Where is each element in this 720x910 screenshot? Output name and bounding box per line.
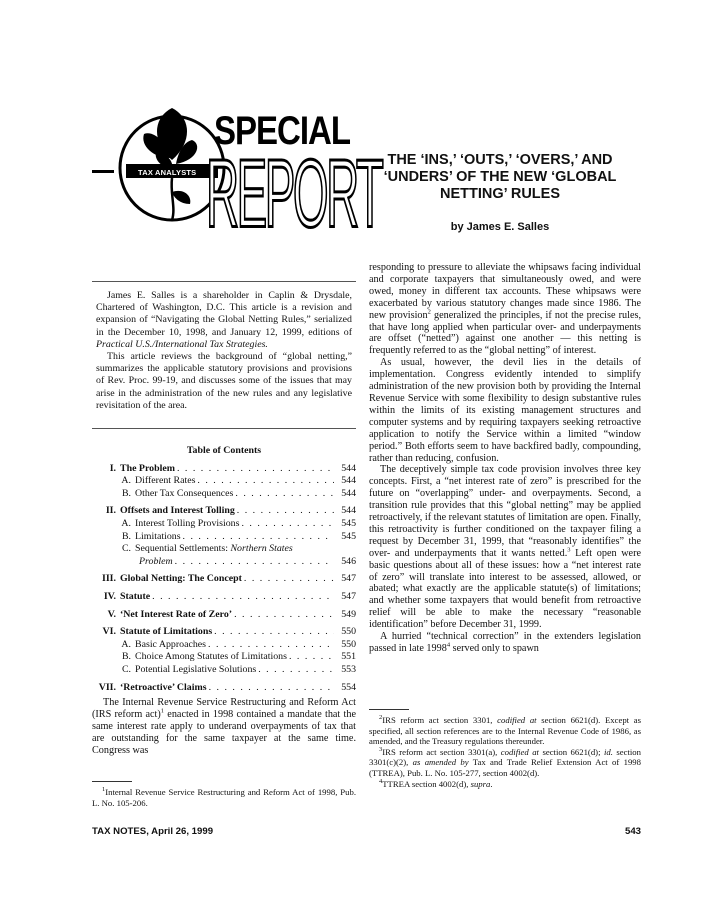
logo-special-text: SPECIAL [214,108,351,153]
toc-entry-number: IV. [103,590,116,602]
toc-entry-italic: Problem [139,555,173,567]
body-text: enacted in 1998 contained a mandate that the same interest rate apply to underand overpayments of tax that are outstanding for the same taxpayer at the same time. Congress was [92,708,356,756]
toc-entry-number: A. [121,517,131,529]
toc-entry-number: B. [121,651,131,663]
footnote-divider [92,781,132,782]
toc-entry-number: C. [121,543,131,555]
toc-entry[interactable] [92,463,356,476]
toc-leader-dots [235,488,334,501]
toc-entry-label-text: Statute [120,590,151,602]
footnote-ref[interactable]: 3 [567,546,571,554]
toc-leader-dots [209,682,334,695]
toc-entry[interactable] [92,626,356,639]
footnote-italic: supra [470,778,491,789]
body-text: A hurried “technical correction” in the extenders legislation passed in late 1998 [369,631,641,654]
toc-entry-label [120,591,150,604]
footnote-divider [369,709,409,710]
toc-entry-label-text: ‘Retroactive’ Claims [120,681,207,693]
footnote-ref[interactable]: 1 [160,707,165,715]
footnote-italic: codified at [500,746,539,757]
toc-entry-label-text: Sequential Settlements: [135,543,228,555]
toc-entry[interactable] [92,682,356,695]
toc-entry-page: 544 [341,487,356,499]
footnote-text: section 3301(c)(2), [369,746,641,768]
toc-list [92,463,356,695]
toc-entry-page: 544 [341,462,356,474]
author-note-p2: This article reviews the background of “global netting,” summarizes the applicable statutory provisions and provisions of Rev. Proc. 99-19, and discusses some of the issues that may arise in the administration of the new rules and any legislative revisitation of the area. [96,351,352,411]
toc-subentry[interactable] [92,639,356,652]
body-text: The deceptively simple tax code provision involves three key concepts. First, a “net interest rate of zero” is prescribed for the future on “overlapping” under- and overpayments. Second, a transition rule provides that this “global netting” may be applied retroactively, if the relevant statutes of limitation are open. Finally, this retroactivity is further conditioned on the taxpayer filing a request by December 31, 1999, that “reasonably identifies” the over- and underpayments that it wants netted. [369,464,641,559]
title-line-2: ‘UNDERS’ OF THE NEW ‘GLOBAL [383,169,617,185]
toc-section [92,591,356,604]
toc-entry-number: III. [102,573,116,585]
toc-entry-label [135,664,256,677]
toc-section [92,505,356,568]
toc-entry-label [135,639,206,652]
footnote-3 [369,747,641,779]
toc-entry-number: B. [121,530,131,542]
body-paragraph: As usual, however, the devil lies in the details of implementation. Congress evidently intended to simplify administration of the new provision both by providing the Internal Revenue Service with some flexibility to design substantive rules within the limits of its existing management structures and computer systems and by requiring taxpayers seeking retroactive application to notify the Service within a limited “window period.” Both efforts seem to have backfired badly, compounding, rather than reducing, confusion. [369,357,641,464]
toc-entry-page: 550 [341,626,356,638]
footnote-4 [369,779,641,790]
author-note-p1 [92,290,356,351]
toc-entry-number: A. [121,475,131,487]
toc-entry-page: 544 [341,475,356,487]
toc-entry-label-text: Choice Among Statutes of Limitations [135,651,287,663]
author-note-text: James E. Salles is a shareholder in Caplin & Drysdale, Chartered of Washington, D.C. This article is a revision and expansion of “Navigating the Global Netting Rules,” serialized in the December 10, 1998, and January 12, 1999, editions of [96,290,352,338]
footnote-italic: id. [603,746,613,757]
page-number: 543 [624,826,641,837]
toc-leader-dots [289,651,334,664]
right-column-body [369,262,641,655]
toc-entry-number: A. [121,638,131,650]
body-paragraph [369,464,641,631]
toc-leader-dots [197,475,334,488]
toc-subentry[interactable] [92,475,356,488]
footnote-number: 2 [379,714,383,722]
toc-section [92,626,356,676]
table-of-contents [92,445,356,699]
footnote-text: Tax and Trade Relief Extension Act of 1998 (TTREA), Pub. L. No. 105-277, section 4002(d). [369,757,641,778]
toc-entry-number: B. [121,487,131,499]
footnote-italic: as amended by [412,757,469,768]
toc-entry-label [120,463,175,476]
left-column-body [92,697,356,757]
toc-subentry[interactable] [92,488,356,501]
body-text: served only to spawn [450,643,539,654]
toc-subentry[interactable] [92,518,356,531]
toc-entry-page: 546 [341,555,356,567]
footer-publication: TAX NOTES, April 26, 1999 [92,826,214,837]
toc-entry-page: 547 [341,590,356,602]
right-footnotes [369,715,641,789]
toc-leader-dots [183,531,334,544]
byline: by James E. Salles [450,221,550,233]
toc-entry-page: 545 [341,517,356,529]
toc-entry-page: 549 [341,608,356,620]
toc-entry-label-text: ‘Net Interest Rate of Zero’ [120,608,233,620]
toc-entry-label-text: Interest Tolling Provisions [135,517,240,529]
toc-entry-label [120,626,212,639]
toc-entry-label-text: Limitations [135,530,181,542]
toc-subentry[interactable] [92,664,356,677]
toc-entry[interactable] [92,573,356,586]
toc-entry-number: VII. [98,681,116,693]
footnote-italic: codified at [497,715,537,725]
toc-leader-dots [241,518,334,531]
body-text: Left open were basic questions about all of these issues: how a “net interest rate of zero” will translate into interest to be assessed, allowed, or abated; what exactly are the applicable statute(s) of limitations; and whether some taxpayers that would benefit from retroactive relief will be able to make the necessary “reasonable identification” before December 31, 1999. [369,547,641,631]
logo-publisher: TAX ANALYSTS [138,168,197,177]
footnote-2 [369,715,641,747]
toc-entry-label [135,488,233,501]
footnote-text: IRS reform act section 3301, [382,715,498,725]
author-note-publication: Practical U.S./International Tax Strategies. [96,338,268,350]
toc-section [92,682,356,695]
toc-entry-label [135,543,293,556]
toc-entry[interactable] [92,505,356,518]
toc-entry-page: 544 [341,505,356,517]
toc-entry-label-text: Different Rates [135,475,196,487]
footnote-ref[interactable]: 4 [446,641,451,649]
toc-title: Table of Contents [186,445,262,456]
toc-entry-page: 551 [341,651,356,663]
toc-entry-number: I. [109,462,116,474]
footnote-text: section 6621(d). Except as specified, all section references are to the Internal Revenue Code of 1986, as amended, and the Treasury regulations thereunder. [369,715,642,747]
toc-subentry[interactable] [92,651,356,664]
toc-entry-label-text: The Problem [120,462,175,474]
toc-entry-label-text: Offsets and Interest Tolling [120,505,235,517]
toc-entry-label [135,531,181,544]
logo-report-text: REPORT [206,139,382,248]
toc-leader-dots [237,505,334,518]
toc-section [92,609,356,622]
toc-leader-dots [152,591,334,604]
toc-entry-label-text: Statute of Limitations [120,626,213,638]
body-text: generalized the principles, if not the precise rules, that have long applied when particular over- and underpayments are offset (“netted”) against one another — this netting is frequently referred to as the “global netting” of interest. [369,309,641,357]
toc-leader-dots [244,573,334,586]
footnote-1 [92,787,356,808]
special-report-logo [92,88,382,260]
toc-subentry[interactable] [92,531,356,544]
footnote-text: Internal Revenue Service Restructuring and Reform Act of 1998, Pub. L. No. 105-206. [92,787,356,808]
title-line-1: THE ‘INS,’ ‘OUTS,’ ‘OVERS,’ AND [387,152,613,168]
title-line-3: NETTING’ RULES [439,186,561,202]
footnote-text: TTREA section 4002(d), [382,778,471,789]
body-paragraph [369,262,641,357]
toc-leader-dots [177,463,334,476]
toc-subentry-continued[interactable] [92,556,356,569]
toc-entry-label [135,475,195,488]
toc-leader-dots [258,664,334,677]
toc-entry-label-text: Global Netting: The Concept [120,573,242,585]
footnote-ref[interactable]: 2 [427,308,431,316]
toc-entry-label [120,573,242,586]
toc-entry-label [135,651,287,664]
toc-entry-label [120,682,207,695]
toc-leader-dots [234,609,334,622]
toc-entry-number: C. [121,663,131,675]
toc-entry-page: 545 [341,530,356,542]
toc-leader-dots [214,626,334,639]
toc-entry[interactable] [92,609,356,622]
toc-entry-page: 554 [341,681,356,693]
footnote-number: 4 [379,777,383,785]
article-title [360,152,640,203]
toc-entry-page: 547 [341,573,356,585]
toc-section [92,573,356,586]
toc-entry-number: II. [105,505,116,517]
body-text: The Internal Revenue Service Restructuring and Reform Act (IRS reform act) [92,697,356,720]
footnote-text: . [490,778,493,789]
toc-leader-dots [208,639,334,652]
body-text: responding to pressure to alleviate the whipsaws facing individual and corporate taxpayers that simultaneously owed, and were owed, money in different tax accounts. These whipsaws were exacerbated by various statutory changes made since 1986. The new provision [369,262,641,321]
toc-entry-label-text: Potential Legislative Solutions [135,663,257,675]
toc-entry-page: 553 [341,663,356,675]
toc-entry-page: 550 [341,638,356,650]
body-paragraph [92,697,356,757]
toc-subentry[interactable] [92,543,356,556]
toc-entry-number: VI. [102,626,116,638]
toc-entry-label [135,518,239,531]
footnote-text: section 6621(d); [538,746,604,757]
toc-entry[interactable] [92,591,356,604]
toc-entry-label [120,505,235,518]
footnote-text: IRS reform act section 3301(a), [382,746,501,757]
toc-entry-number: V. [107,608,116,620]
author-note-box [92,281,356,429]
toc-entry-label-text: Other Tax Consequences [135,487,234,499]
footnote-number: 3 [379,745,383,753]
toc-entry-italic: Northern States [230,543,293,555]
toc-entry-label-text: Basic Approaches [135,638,207,650]
toc-section [92,463,356,501]
footnote-number: 1 [102,786,106,794]
toc-entry-label [120,609,232,622]
toc-leader-dots [175,556,334,569]
body-paragraph [369,631,641,655]
left-footnotes [92,787,356,808]
